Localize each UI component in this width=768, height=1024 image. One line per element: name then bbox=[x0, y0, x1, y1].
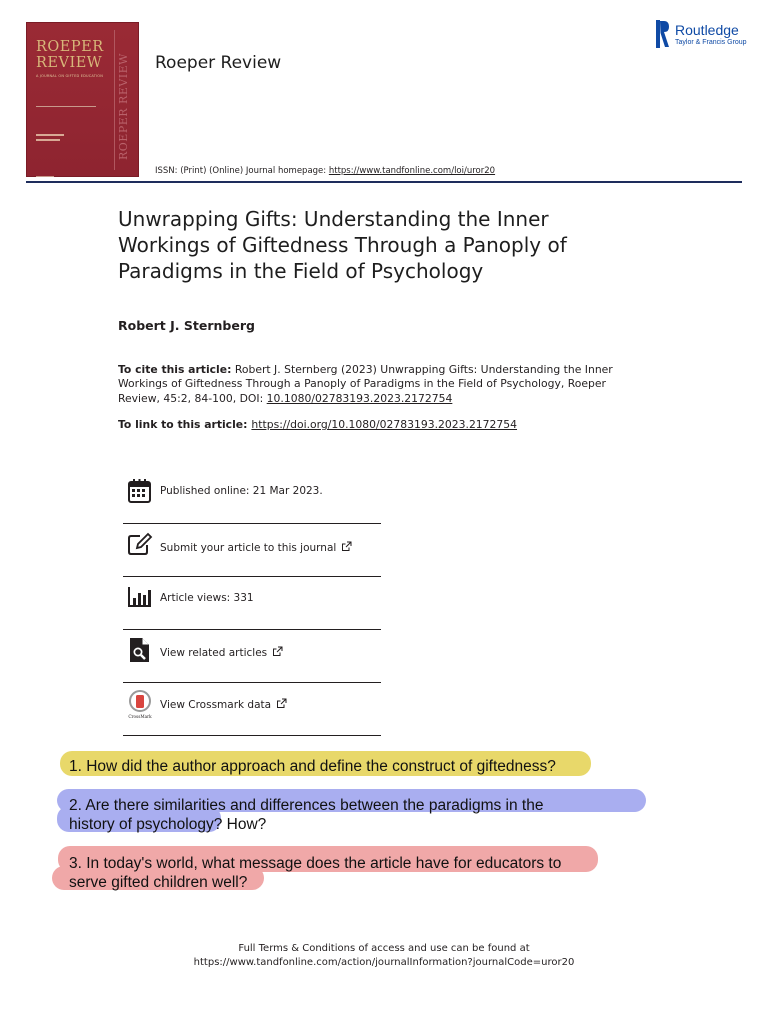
divider bbox=[123, 523, 381, 524]
publisher-name: Routledge bbox=[675, 22, 739, 38]
cover-title: ROEPER REVIEW bbox=[36, 39, 104, 71]
calendar-icon bbox=[127, 478, 153, 504]
crossmark-link[interactable] bbox=[123, 690, 380, 719]
divider bbox=[123, 682, 381, 683]
citation bbox=[118, 363, 643, 406]
related-articles-row bbox=[160, 646, 283, 659]
crossmark-label: View Crossmark data bbox=[160, 699, 272, 711]
cover-text-block bbox=[36, 134, 64, 136]
external-link-icon bbox=[341, 541, 352, 552]
journal-homepage-link[interactable]: https://www.tandfonline.com/loi/uror20 bbox=[328, 166, 496, 176]
footer-terms bbox=[0, 942, 768, 970]
bar-chart-icon bbox=[127, 584, 153, 610]
link-label: To link to this article: bbox=[118, 418, 248, 431]
article-title: Unwrapping Gifts: Understanding the Inner Workings of Giftedness Through a Panoply of Paradigms in the Field of Psychology bbox=[118, 207, 567, 283]
published-row bbox=[123, 478, 380, 504]
published-date: Published online: 21 Mar 2023. bbox=[160, 485, 323, 497]
journal-cover-thumbnail bbox=[26, 22, 139, 177]
article-url-link[interactable]: https://doi.org/10.1080/02783193.2023.2172754 bbox=[251, 418, 518, 431]
article-views: Article views: 331 bbox=[160, 592, 254, 604]
article-link bbox=[118, 418, 517, 431]
edit-icon bbox=[127, 532, 153, 558]
routledge-logo-icon bbox=[656, 20, 670, 48]
article-author: Robert J. Sternberg bbox=[118, 318, 255, 333]
crossmark-row bbox=[160, 698, 287, 711]
crossmark-icon-caption: CrossMark bbox=[128, 714, 152, 719]
issn-line bbox=[155, 166, 495, 176]
divider bbox=[123, 735, 381, 736]
submit-article-label: Submit your article to this journal bbox=[160, 542, 337, 554]
question-3: 3. In today's world, what message does the article have for educators to serve gifted children well? bbox=[69, 855, 562, 891]
cover-subtitle: A JOURNAL ON GIFTED EDUCATION bbox=[36, 74, 104, 78]
divider bbox=[123, 629, 381, 630]
article-views-row bbox=[123, 584, 380, 610]
cite-label: To cite this article: bbox=[118, 363, 232, 376]
journal-name: Roeper Review bbox=[155, 53, 282, 73]
divider bbox=[123, 576, 381, 577]
cover-divider bbox=[36, 106, 96, 107]
submit-article-row bbox=[160, 541, 352, 554]
doi-link[interactable]: 10.1080/02783193.2023.2172754 bbox=[266, 391, 453, 405]
crossmark-icon bbox=[127, 690, 153, 720]
cover-spine-text: ROEPER REVIEW bbox=[117, 53, 130, 160]
cite-text: Robert J. Sternberg (2023) Unwrapping Gifts: Understanding the Inner Workings of Giftedness Through a Panoply of Paradigms in the Field of Psychology, Roeper Review, 45:2, 84-100, DOI: bbox=[118, 363, 613, 405]
external-link-icon bbox=[272, 646, 283, 657]
external-link-icon bbox=[276, 698, 287, 709]
submit-article-link[interactable] bbox=[123, 532, 380, 558]
document-search-icon bbox=[127, 637, 153, 663]
cover-spine bbox=[114, 30, 129, 170]
issn-text: ISSN: (Print) (Online) Journal homepage: bbox=[155, 166, 329, 176]
cover-text-block bbox=[36, 139, 60, 141]
header-divider bbox=[26, 181, 742, 183]
related-articles-label: View related articles bbox=[160, 647, 268, 659]
question-1: 1. How did the author approach and define the construct of giftedness? bbox=[69, 758, 556, 775]
question-2: 2. Are there similarities and differences between the paradigms in the history of psychology? How? bbox=[69, 797, 544, 833]
publisher-tagline: Taylor & Francis Group bbox=[675, 39, 747, 46]
related-articles-link[interactable] bbox=[123, 637, 380, 663]
footer-line-1: Full Terms & Conditions of access and use can be found at bbox=[238, 943, 530, 954]
footer-terms-link[interactable]: https://www.tandfonline.com/action/journalInformation?journalCode=uror20 bbox=[193, 957, 575, 968]
